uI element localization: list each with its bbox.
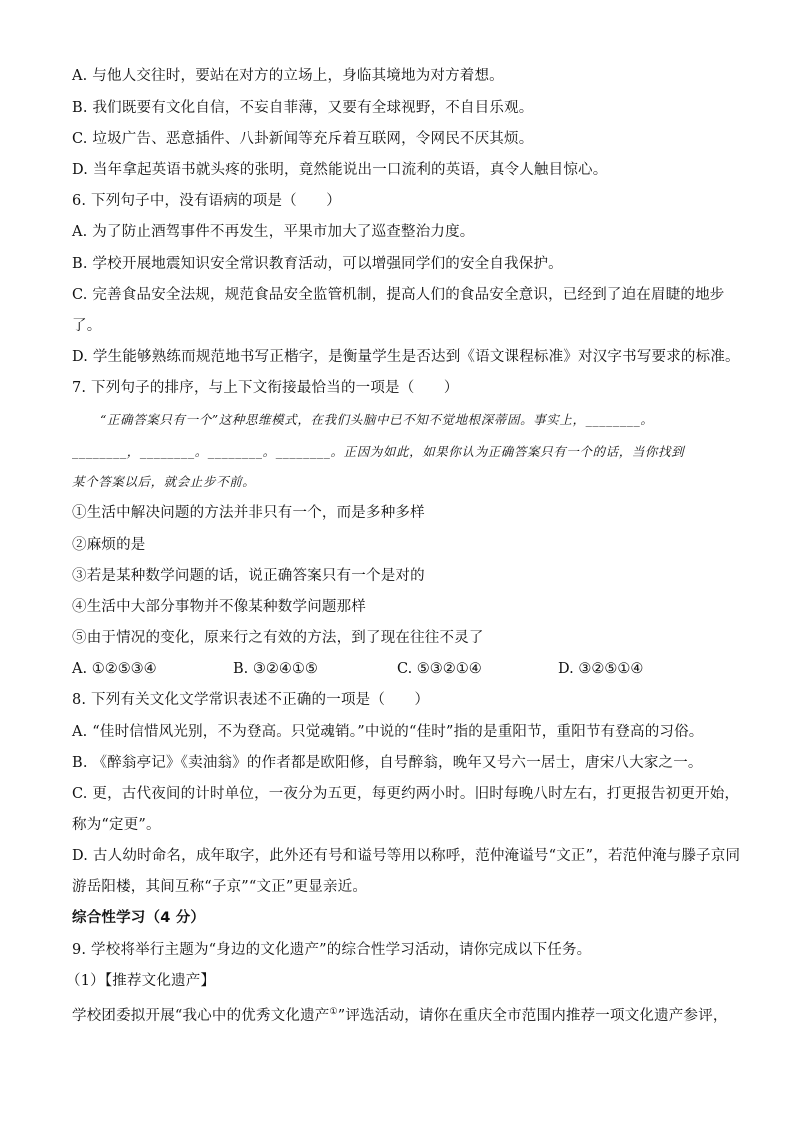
q5-option-b: B. 我们既要有文化自信，不妄自菲薄，又要有全球视野，不自目乐观。: [72, 100, 534, 116]
q9-task1-text-a: 学校团委拟开展“我心中的优秀文化遗产: [72, 1007, 330, 1024]
q6-option-c-line1: C. 完善食品安全法规，规范食品安全监管机制，提高人们的食品安全意识，已经到了迫在眉睫的地步: [72, 287, 725, 303]
q6-stem: 6. 下列句子中，没有语病的项是（ ）: [72, 193, 341, 209]
footnote-marker: ①: [329, 1007, 338, 1017]
q8-option-b: B. 《醉翁亭记》《卖油翁》的作者都是欧阳修，自号醉翁，晚年又号六一居士，唐宋八大家之一。: [72, 755, 703, 771]
q7-sentence-2: ②麻烦的是: [72, 537, 146, 553]
q6-option-c-line2: 了。: [72, 318, 102, 334]
q8-option-c-line2: 称为“定更”。: [72, 817, 161, 833]
q7-option-d: D. ③②⑤①④: [558, 661, 644, 677]
q7-stem: 7. 下列句子的排序，与上下文衔接最恰当的一项是（ ）: [72, 380, 459, 396]
q7-sentence-4: ④生活中大部分事物并不像某种数学问题那样: [72, 599, 366, 615]
q8-stem: 8. 下列有关文化文学常识表述不正确的一项是（ ）: [72, 692, 430, 708]
q7-sentence-5: ⑤由于情况的变化，原来行之有效的方法，到了现在往往不灵了: [72, 630, 484, 646]
q7-passage-line3: 某个答案以后，就会止步不前。: [72, 474, 256, 489]
q5-option-a: A. 与他人交往时，要站在对方的立场上，身临其境地为对方着想。: [72, 68, 504, 84]
q7-sentence-3: ③若是某种数学问题的话，说正确答案只有一个是对的: [72, 568, 425, 584]
q8-option-a: A. “佳时信惜风光别，不为登高。只觉魂销。”中说的“佳时”指的是重阳节，重阳节有登高的习俗。: [72, 724, 704, 740]
q7-passage-line2: ________，________。________。________。正因为如此，如果你认为正确答案只有一个的话，当你找到: [72, 444, 685, 459]
q6-option-d: D. 学生能够熟练而规范地书写正楷字，是衡量学生是否达到《语文课程标准》对汉字书写要求的标准。: [72, 349, 740, 365]
q8-option-d-line1: D. 古人幼时命名，成年取字，此外还有号和谥号等用以称呼，范仲淹谥号“文正”，若范仲淹与滕子京同: [72, 848, 741, 864]
q5-option-c: C. 垃圾广告、恶意插件、八卦新闻等充斥着互联网，令网民不厌其烦。: [72, 131, 534, 147]
q7-option-a: A. ①②⑤③④: [72, 661, 157, 677]
q5-option-d: D. 当年拿起英语书就头疼的张明，竟然能说出一口流利的英语，真令人触目惊心。: [72, 162, 608, 178]
q7-passage-line1: “正确答案只有一个”这种思维模式，在我们头脑中已不知不觉地根深蒂固。事实上，________。: [100, 412, 654, 427]
q9-task1-text: [72, 1002, 728, 1026]
q8-option-d-line2: 游岳阳楼，其间互称“子京”“文正”更显亲近。: [72, 879, 368, 895]
q6-option-b: B. 学校开展地震知识安全常识教育活动，可以增强同学们的安全自我保护。: [72, 256, 563, 272]
q9-task1-title: （1）【推荐文化遗产】: [66, 973, 216, 989]
q7-sentence-1: ①生活中解决问题的方法并非只有一个，而是多种多样: [72, 505, 425, 521]
q9-task1-text-b: ”评选活动，请你在重庆全市范围内推荐一项文化遗产参评，: [337, 1007, 728, 1024]
q8-option-c-line1: C. 更，古代夜间的计时单位，一夜分为五更，每更约两小时。旧时每晚八时左右，打更报告初更开始，: [72, 786, 740, 802]
q7-option-c: C. ⑤③②①④: [397, 661, 482, 677]
q9-stem: 9. 学校将举行主题为“身边的文化遗产”的综合性学习活动，请你完成以下任务。: [72, 942, 592, 958]
q6-option-a: A. 为了防止酒驾事件不再发生，平果市加大了巡查整治力度。: [72, 224, 475, 240]
q7-option-b: B. ③②④①⑤: [233, 661, 318, 677]
section-title: 综合性学习（4 分）: [72, 910, 206, 926]
